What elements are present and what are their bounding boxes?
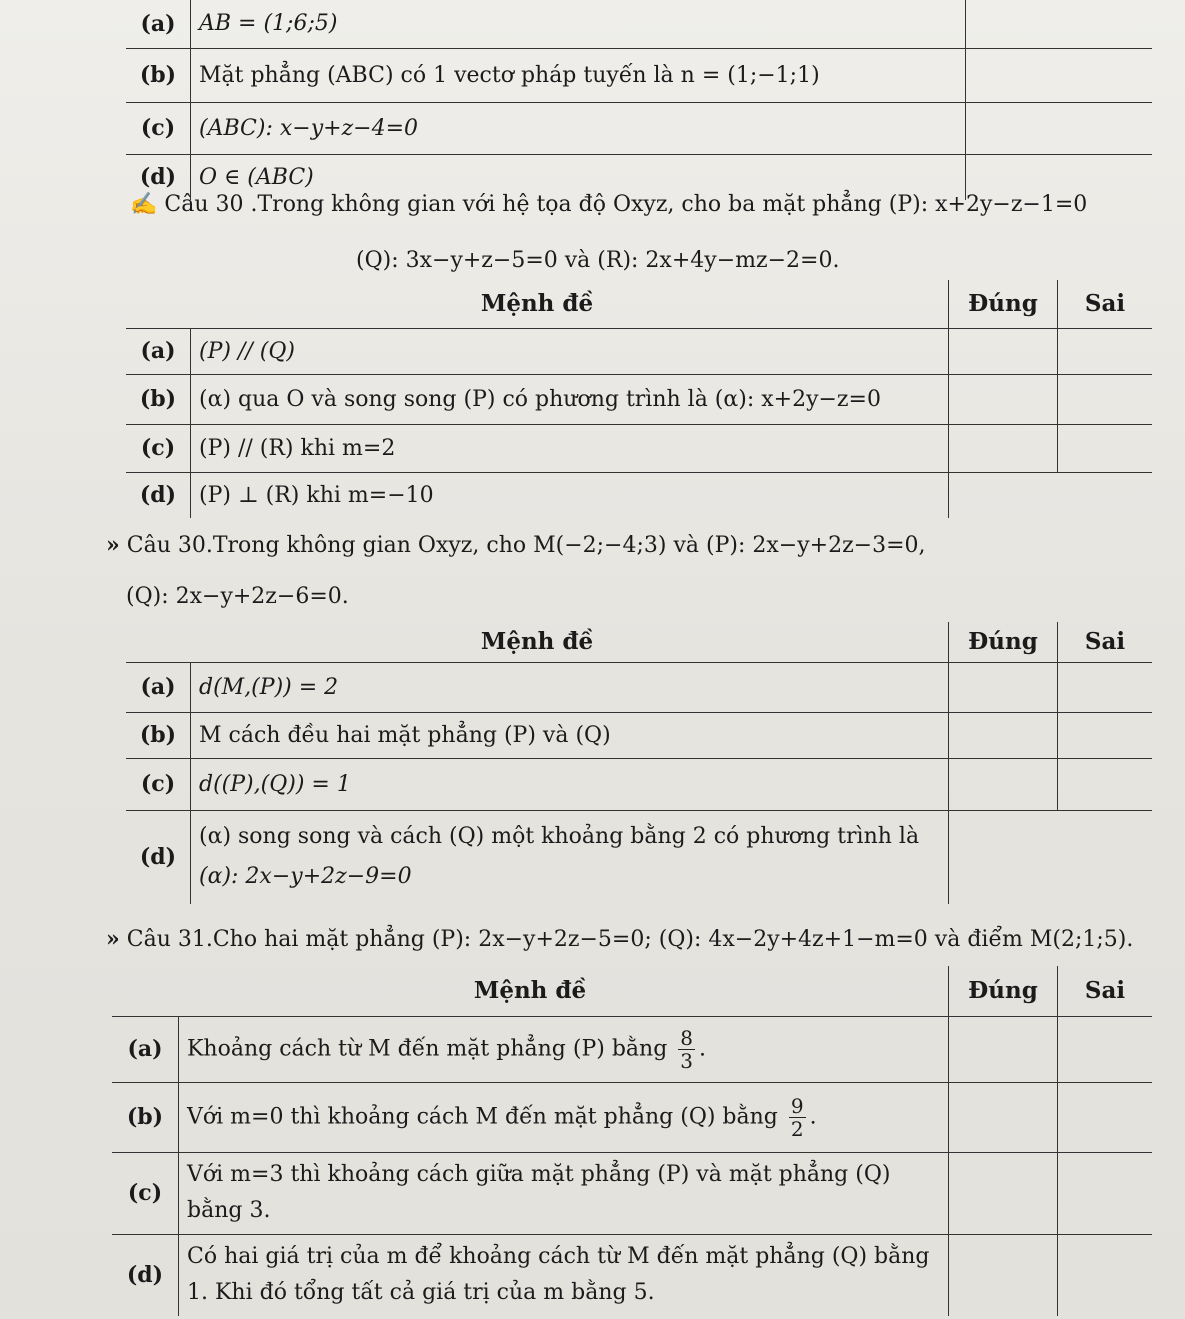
true-cell[interactable] bbox=[949, 1016, 1058, 1082]
true-cell[interactable] bbox=[949, 1234, 1058, 1316]
row-label: (b) bbox=[112, 1082, 179, 1152]
header-false: Sai bbox=[1058, 966, 1153, 1016]
question-text: Câu 31.Cho hai mặt phẳng (P): 2x−y+2z−5=0; (Q): 4x−2y+4z+1−m=0 và điểm M(2;1;5). bbox=[126, 927, 1134, 952]
row-label: (c) bbox=[112, 1152, 179, 1234]
statement-text: (P) // (Q) bbox=[199, 338, 295, 364]
statement-text: d((P),(Q)) = 1 bbox=[199, 771, 351, 797]
table-header-row bbox=[112, 966, 1152, 1016]
row-label: (d) bbox=[126, 154, 191, 200]
table-row bbox=[126, 328, 1152, 374]
statement-text: Với m=0 thì khoảng cách M đến mặt phẳng (Q) bằng bbox=[187, 1104, 778, 1129]
true-cell[interactable] bbox=[966, 0, 1153, 48]
table-row bbox=[126, 424, 1152, 472]
statement-cell bbox=[191, 424, 949, 472]
row-label: (a) bbox=[126, 328, 191, 374]
statement-text: Với m=3 thì khoảng cách giữa mặt phẳng (P) và mặt phẳng (Q) bbox=[187, 1162, 891, 1187]
header-false: Sai bbox=[1058, 280, 1153, 328]
question-text: Câu 30 .Trong không gian với hệ tọa độ Oxyz, cho ba mặt phẳng (P): x+2y−z−1=0 bbox=[164, 192, 1088, 217]
header-statement: Mệnh đề bbox=[126, 622, 949, 662]
statement-text: d(M,(P)) = 2 bbox=[199, 674, 339, 700]
bullet-icon: » bbox=[106, 926, 120, 952]
statement-text: M cách đều hai mặt phẳng (P) và (Q) bbox=[199, 722, 611, 748]
true-cell[interactable] bbox=[966, 48, 1153, 102]
question-text: (Q): 3x−y+z−5=0 và (R): 2x+4y−mz−2=0. bbox=[356, 248, 840, 273]
table-row bbox=[112, 1234, 1152, 1316]
statement-cell bbox=[191, 662, 949, 712]
table-question-31 bbox=[112, 966, 1152, 1316]
statement-cell bbox=[191, 102, 966, 154]
table-row bbox=[126, 0, 1152, 48]
true-cell[interactable] bbox=[966, 102, 1153, 154]
statement-cell bbox=[191, 472, 949, 518]
row-label: (d) bbox=[112, 1234, 179, 1316]
row-label: (c) bbox=[126, 758, 191, 810]
table-row bbox=[112, 1082, 1152, 1152]
header-true: Đúng bbox=[949, 622, 1058, 662]
table-row bbox=[112, 1152, 1152, 1234]
table-row bbox=[126, 662, 1152, 712]
false-cell[interactable] bbox=[1058, 662, 1153, 712]
false-cell[interactable] bbox=[1058, 472, 1153, 518]
header-statement: Mệnh đề bbox=[126, 280, 949, 328]
statement-text-line2: 1. Khi đó tổng tất cả giá trị của m bằng 5. bbox=[187, 1280, 655, 1306]
statement-text: Khoảng cách từ M đến mặt phẳng (P) bằng bbox=[187, 1036, 668, 1061]
statement-tail: . bbox=[809, 1104, 817, 1129]
statement-cell bbox=[191, 810, 949, 904]
statement-cell bbox=[179, 1152, 949, 1234]
true-cell[interactable] bbox=[949, 712, 1058, 758]
bullet-icon: » bbox=[106, 532, 120, 558]
table-row bbox=[126, 810, 1152, 904]
statement-text: (α) song song và cách (Q) một khoảng bằng 2 có phương trình là bbox=[199, 824, 920, 850]
statement-cell bbox=[191, 0, 966, 48]
table-row bbox=[126, 102, 1152, 154]
true-cell[interactable] bbox=[949, 1082, 1058, 1152]
statement-tail: . bbox=[699, 1036, 707, 1061]
statement-cell bbox=[179, 1016, 949, 1082]
false-cell[interactable] bbox=[1058, 328, 1153, 374]
fraction-denominator: 2 bbox=[790, 1116, 804, 1141]
row-label: (c) bbox=[126, 102, 191, 154]
false-cell[interactable] bbox=[1058, 424, 1153, 472]
true-cell[interactable] bbox=[949, 662, 1058, 712]
false-cell[interactable] bbox=[1058, 1016, 1153, 1082]
row-label: (b) bbox=[126, 48, 191, 102]
table-row bbox=[126, 472, 1152, 518]
table-row bbox=[126, 712, 1152, 758]
row-label: (b) bbox=[126, 374, 191, 424]
table-header-row bbox=[126, 622, 1152, 662]
fraction-numerator: 8 bbox=[680, 1025, 694, 1050]
row-label: (a) bbox=[126, 0, 191, 48]
header-true: Đúng bbox=[949, 280, 1058, 328]
true-cell[interactable] bbox=[949, 472, 1058, 518]
statement-cell bbox=[179, 1082, 949, 1152]
row-label: (a) bbox=[126, 662, 191, 712]
table-header-row bbox=[126, 280, 1152, 328]
row-label: (a) bbox=[112, 1016, 179, 1082]
true-cell[interactable] bbox=[949, 424, 1058, 472]
true-cell[interactable] bbox=[949, 374, 1058, 424]
statement-cell bbox=[191, 712, 949, 758]
row-label: (b) bbox=[126, 712, 191, 758]
true-cell[interactable] bbox=[949, 328, 1058, 374]
question-30a-line1 bbox=[130, 192, 1087, 217]
statement-cell bbox=[191, 48, 966, 102]
question-text: Câu 30.Trong không gian Oxyz, cho M(−2;−4;3) và (P): 2x−y+2z−3=0, bbox=[126, 533, 926, 558]
true-cell[interactable] bbox=[949, 758, 1058, 810]
fraction-denominator: 3 bbox=[680, 1048, 694, 1073]
table-row bbox=[126, 758, 1152, 810]
statement-text: O ∈ (ABC) bbox=[199, 164, 314, 190]
statement-text: (P) ⊥ (R) khi m=−10 bbox=[199, 482, 434, 508]
table-row bbox=[126, 48, 1152, 102]
statement-cell bbox=[191, 758, 949, 810]
header-true: Đúng bbox=[949, 966, 1058, 1016]
question-30a-line2 bbox=[356, 248, 839, 273]
false-cell[interactable] bbox=[1058, 758, 1153, 810]
statement-cell bbox=[191, 328, 949, 374]
header-false: Sai bbox=[1058, 622, 1153, 662]
false-cell[interactable] bbox=[1058, 712, 1153, 758]
fraction bbox=[678, 1027, 695, 1072]
statement-text-line2: (α): 2x−y+2z−9=0 bbox=[199, 864, 412, 890]
row-label: (c) bbox=[126, 424, 191, 472]
question-30b-line2 bbox=[126, 584, 349, 609]
question-31-line1 bbox=[106, 926, 1133, 952]
statement-cell bbox=[179, 1234, 949, 1316]
true-cell[interactable] bbox=[949, 810, 1058, 904]
statement-text: AB = (1;6;5) bbox=[199, 11, 338, 37]
row-label: (d) bbox=[126, 472, 191, 518]
statement-text: Mặt phẳng (ABC) có 1 vectơ pháp tuyến là n = (1;−1;1) bbox=[199, 62, 820, 88]
question-30b-line1 bbox=[106, 532, 926, 558]
statement-cell bbox=[191, 374, 949, 424]
table-row bbox=[126, 374, 1152, 424]
statement-text: (P) // (R) khi m=2 bbox=[199, 435, 396, 461]
question-text: (Q): 2x−y+2z−6=0. bbox=[126, 584, 349, 609]
statement-text: (ABC): x−y+z−4=0 bbox=[199, 115, 419, 141]
table-row bbox=[112, 1016, 1152, 1082]
false-cell[interactable] bbox=[1058, 1082, 1153, 1152]
pencil-icon: ✍ bbox=[130, 192, 158, 217]
true-cell[interactable] bbox=[949, 1152, 1058, 1234]
fraction bbox=[789, 1095, 806, 1140]
header-statement: Mệnh đề bbox=[112, 966, 949, 1016]
false-cell[interactable] bbox=[1058, 374, 1153, 424]
false-cell[interactable] bbox=[1058, 1152, 1153, 1234]
table-prev-question bbox=[126, 0, 1152, 200]
statement-text-line2: bằng 3. bbox=[187, 1198, 271, 1223]
table-question-30a bbox=[126, 280, 1152, 518]
statement-text: Có hai giá trị của m để khoảng cách từ M đến mặt phẳng (Q) bằng bbox=[187, 1244, 930, 1270]
table-question-30b bbox=[126, 622, 1152, 904]
false-cell[interactable] bbox=[1058, 1234, 1153, 1316]
statement-text: (α) qua O và song song (P) có phương trình là (α): x+2y−z=0 bbox=[199, 386, 881, 412]
row-label: (d) bbox=[126, 810, 191, 904]
fraction-numerator: 9 bbox=[790, 1093, 804, 1118]
false-cell[interactable] bbox=[1058, 810, 1153, 904]
